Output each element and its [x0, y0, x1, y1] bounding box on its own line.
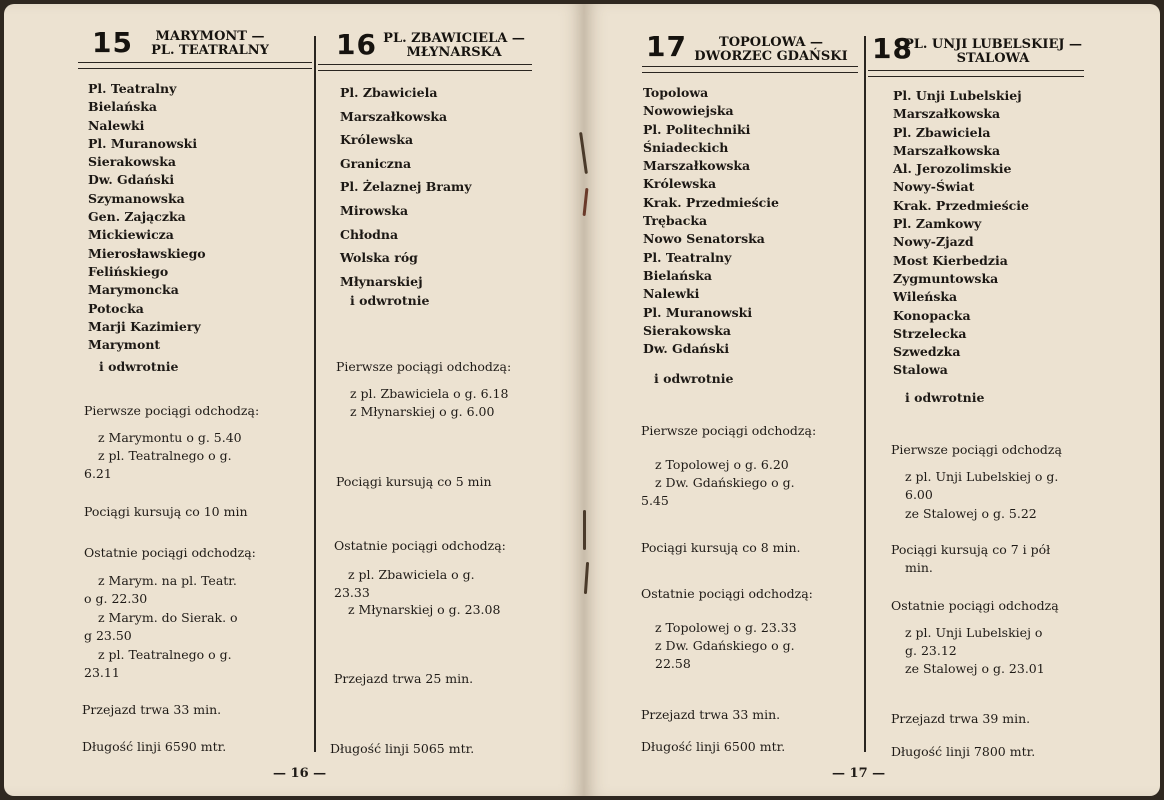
- route-title: [900, 38, 1086, 66]
- reverse-note: i odwrotnie: [905, 390, 985, 405]
- line-length: Długość linji 7800 mtr.: [891, 744, 1036, 759]
- reverse-note: i odwrotnie: [99, 359, 179, 374]
- stop-list: [88, 80, 206, 354]
- frequency: Pociągi kursują co 10 min: [84, 504, 248, 519]
- route-title-line: MARYMONT —: [155, 29, 265, 44]
- last-trains-line: z pl. Teatralnego o g.: [98, 647, 232, 662]
- stop-item: Konopacka: [893, 307, 971, 323]
- first-trains-label: Pierwsze pociągi odchodzą:: [84, 403, 260, 418]
- stop-item: Trębacka: [643, 213, 708, 229]
- stop-item: Nalewki: [643, 286, 700, 302]
- first-trains-line: z Topolowej o g. 6.20: [655, 457, 789, 472]
- stop-item: Szymanowska: [88, 190, 185, 206]
- stop-item: Bielańska: [643, 267, 713, 283]
- stop-item: Królewska: [340, 132, 414, 148]
- last-trains-label: Ostatnie pociągi odchodzą:: [334, 538, 506, 553]
- stop-item: Strzelecka: [893, 325, 967, 341]
- stop-item: Marymont: [88, 337, 161, 353]
- last-trains-line: z Marym. do Sierak. o: [98, 610, 238, 625]
- stop-list: [340, 81, 472, 293]
- stop-item: Felińskiego: [88, 263, 169, 279]
- last-trains-line: 23.33: [334, 585, 370, 600]
- stop-item: Nalewki: [88, 117, 145, 133]
- stop-item: Mirowska: [340, 202, 409, 218]
- line-length: Długość linji 6500 mtr.: [641, 739, 786, 754]
- last-trains-line: z Dw. Gdańskiego o g.: [655, 638, 795, 653]
- column-divider: [864, 36, 866, 752]
- header-rule: [318, 64, 532, 71]
- reverse-note: i odwrotnie: [654, 371, 734, 386]
- stop-item: Krak. Przedmieście: [893, 197, 1029, 213]
- duration: Przejazd trwa 39 min.: [891, 711, 1031, 726]
- stop-item: Młynarskiej: [340, 273, 423, 289]
- last-trains-label: Ostatnie pociągi odchodzą:: [641, 586, 813, 601]
- stop-item: Nowy-Świat: [893, 179, 975, 195]
- last-trains-line: z pl. Unji Lubelskiej o: [905, 625, 1043, 640]
- stop-item: Zygmuntowska: [893, 270, 999, 286]
- duration: Przejazd trwa 25 min.: [334, 671, 474, 686]
- stop-item: Wolska róg: [340, 250, 418, 266]
- binding-stitch: [583, 510, 586, 550]
- last-trains-label: Ostatnie pociągi odchodzą:: [84, 545, 256, 560]
- stop-item: Wileńska: [893, 289, 958, 305]
- header-rule: [868, 70, 1084, 77]
- stop-item: Potocka: [88, 300, 144, 316]
- route-title-line: PL. ZBAWICIELA —: [383, 31, 525, 46]
- stop-item: Pl. Zamkowy: [893, 216, 982, 232]
- route-title-line: PL. TEATRALNY: [151, 43, 269, 58]
- last-trains-line: 23.11: [84, 665, 120, 680]
- reverse-note: i odwrotnie: [350, 293, 430, 308]
- stop-item: Królewska: [643, 176, 717, 192]
- first-trains-line: z pl. Teatralnego o g.: [98, 448, 232, 463]
- stop-item: Pl. Teatralny: [643, 249, 732, 265]
- stop-item: Mierosławskiego: [88, 245, 206, 261]
- stop-item: Marszałkowska: [893, 106, 1001, 122]
- stop-item: Most Kierbedzia: [893, 252, 1008, 268]
- duration: Przejazd trwa 33 min.: [641, 707, 781, 722]
- first-trains-line: z pl. Zbawiciela o g. 6.18: [350, 386, 509, 401]
- stop-item: Pl. Żelaznej Bramy: [340, 179, 472, 195]
- route-title: [684, 36, 858, 64]
- first-trains-line: 6.21: [84, 466, 112, 481]
- stop-item: Nowo Senatorska: [643, 231, 765, 247]
- stop-item: Szwedzka: [893, 344, 961, 360]
- stop-item: Al. Jerozolimskie: [893, 161, 1012, 177]
- stop-item: Pl. Muranowski: [643, 304, 753, 320]
- route-title-line: MŁYNARSKA: [406, 45, 502, 60]
- stop-item: Gen. Zajączka: [88, 209, 186, 225]
- stop-item: Nowowiejska: [643, 103, 734, 119]
- last-trains-line: z pl. Zbawiciela o g.: [348, 567, 475, 582]
- last-trains-line: g 23.50: [84, 628, 132, 643]
- last-trains-label: Ostatnie pociągi odchodzą: [891, 598, 1059, 613]
- route-number: 15: [92, 26, 133, 59]
- stop-item: Śniadeckich: [643, 139, 729, 155]
- route-number: 17: [646, 30, 687, 63]
- route-number: 16: [336, 28, 377, 61]
- route-title-line: STALOWA: [956, 51, 1030, 66]
- last-trains-line: g. 23.12: [905, 643, 957, 658]
- first-trains-line: ze Stalowej o g. 5.22: [905, 506, 1037, 521]
- duration: Przejazd trwa 33 min.: [82, 702, 222, 717]
- stop-item: Pl. Politechniki: [643, 121, 751, 137]
- first-trains-line: z Dw. Gdańskiego o g.: [655, 475, 795, 490]
- route-title: [366, 32, 542, 60]
- stop-item: Dw. Gdański: [88, 172, 175, 188]
- stop-item: Sierakowska: [643, 322, 731, 338]
- line-length: Długość linji 5065 mtr.: [330, 741, 475, 756]
- stop-item: Pl. Muranowski: [88, 135, 198, 151]
- stop-item: Marji Kazimiery: [88, 318, 201, 334]
- first-trains-line: z Młynarskiej o g. 6.00: [350, 404, 495, 419]
- stop-list: [643, 84, 779, 358]
- header-rule: [78, 62, 312, 69]
- page-number-right: — 17 —: [832, 766, 886, 781]
- stop-item: Nowy-Zjazd: [893, 234, 974, 250]
- first-trains-line: z pl. Unji Lubelskiej o g.: [905, 469, 1059, 484]
- frequency-continued: min.: [905, 560, 933, 575]
- stop-item: Marymoncka: [88, 282, 179, 298]
- first-trains-label: Pierwsze pociągi odchodzą: [891, 442, 1062, 457]
- stop-item: Dw. Gdański: [643, 341, 730, 357]
- stop-item: Pl. Unji Lubelskiej: [893, 88, 1022, 103]
- last-trains-line: z Topolowej o g. 23.33: [655, 620, 797, 635]
- line-length: Długość linji 6590 mtr.: [82, 739, 227, 754]
- stop-list: [893, 87, 1029, 380]
- frequency: Pociągi kursują co 8 min.: [641, 540, 801, 555]
- first-trains-line: z Marymontu o g. 5.40: [98, 430, 242, 445]
- stop-item: Pl. Zbawiciela: [340, 85, 438, 100]
- stop-item: Marszałkowska: [893, 142, 1001, 158]
- stop-item: Marszałkowska: [643, 158, 751, 174]
- last-trains-line: 22.58: [655, 656, 691, 671]
- route-title: [120, 30, 300, 58]
- route-number: 18: [872, 32, 913, 65]
- first-trains-line: 5.45: [641, 493, 669, 508]
- stop-item: Pl. Zbawiciela: [893, 124, 991, 140]
- route-title-line: PL. UNJI LUBELSKIEJ —: [903, 37, 1083, 52]
- stop-item: Chłodna: [340, 226, 399, 242]
- route-title-line: DWORZEC GDAŃSKI: [694, 49, 848, 64]
- header-rule: [642, 66, 858, 73]
- first-trains-line: 6.00: [905, 487, 933, 502]
- stop-item: Sierakowska: [88, 154, 176, 170]
- column-divider: [314, 36, 316, 752]
- first-trains-label: Pierwsze pociągi odchodzą:: [336, 359, 512, 374]
- stop-item: Pl. Teatralny: [88, 81, 177, 96]
- stop-item: Bielańska: [88, 99, 158, 115]
- page-number-left: — 16 —: [273, 766, 327, 781]
- stop-item: Topolowa: [643, 85, 709, 100]
- frequency: Pociągi kursują co 5 min: [336, 474, 492, 489]
- stop-item: Mickiewicza: [88, 227, 174, 243]
- stop-item: Graniczna: [340, 155, 412, 171]
- stop-item: Stalowa: [893, 362, 948, 378]
- route-title-line: TOPOLOWA —: [719, 35, 823, 50]
- last-trains-line: o g. 22.30: [84, 591, 148, 606]
- frequency: Pociągi kursują co 7 i pół: [891, 542, 1051, 557]
- stop-item: Marszałkowska: [340, 108, 448, 124]
- last-trains-line: z Marym. na pl. Teatr.: [98, 573, 237, 588]
- last-trains-line: z Młynarskiej o g. 23.08: [348, 602, 501, 617]
- stop-item: Krak. Przedmieście: [643, 194, 779, 210]
- first-trains-label: Pierwsze pociągi odchodzą:: [641, 423, 817, 438]
- last-trains-line: ze Stalowej o g. 23.01: [905, 661, 1045, 676]
